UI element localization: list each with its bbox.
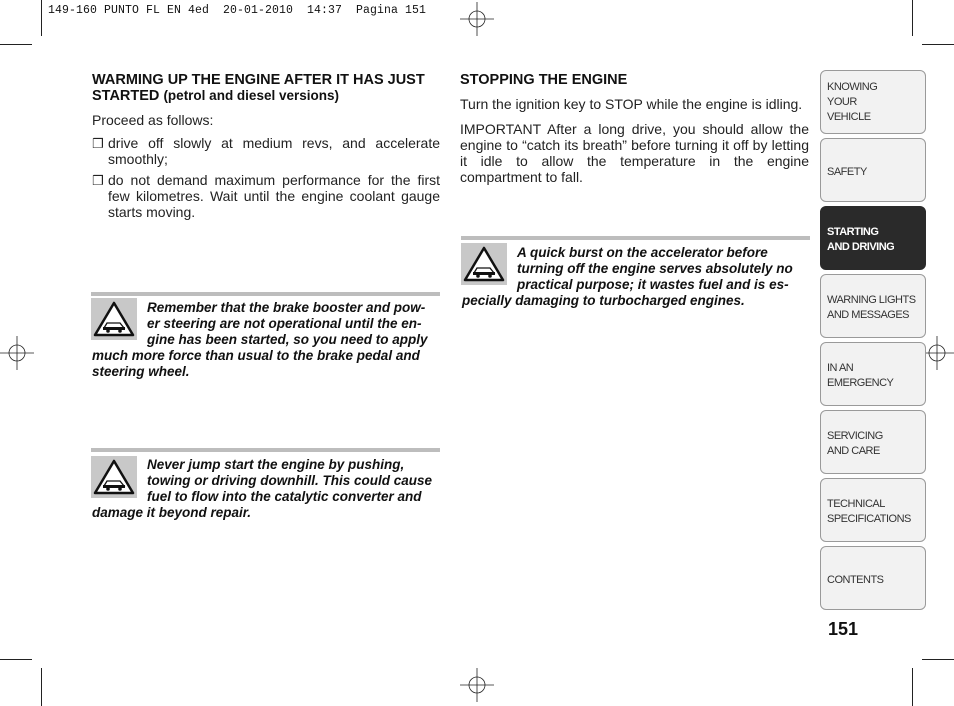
registration-mark-icon <box>460 668 494 702</box>
warmup-intro: Proceed as follows: <box>92 112 214 128</box>
warmup-bullet-list <box>92 135 440 225</box>
warmup-heading-main: WARMING UP THE ENGINE AFTER IT HAS JUST STARTED <box>92 72 425 104</box>
registration-mark-icon <box>0 336 34 370</box>
crop-mark <box>41 0 42 36</box>
tab-knowing-your-vehicle[interactable]: KNOWING YOUR VEHICLE <box>820 70 926 134</box>
tab-contents[interactable]: CONTENTS <box>820 546 926 610</box>
crop-mark <box>922 44 954 45</box>
warning-rule <box>461 236 810 240</box>
warning-brake-booster: Remember that the brake booster and pow- er steering are not operational until the en- gine has been started, so you need to apply much more force than usual to the brake pedal and steering wheel. <box>92 300 428 379</box>
crop-mark <box>0 44 32 45</box>
warning-rule <box>91 448 440 452</box>
crop-mark <box>912 668 913 706</box>
stopping-heading: STOPPING THE ENGINE <box>460 72 628 88</box>
page-number: 151 <box>828 619 859 639</box>
crop-mark <box>912 0 913 36</box>
crop-mark <box>922 659 954 660</box>
warning-accelerator-burst: A quick burst on the accelerator before turning off the engine serves absolutely no practical purpose; it wastes fuel and is es- pecially damaging to turbocharged engines. <box>462 245 793 308</box>
warning-rule <box>91 292 440 296</box>
checkbox-bullet-icon: ❒ <box>92 136 104 151</box>
tab-starting-and-driving[interactable]: STARTING AND DRIVING <box>820 206 926 270</box>
tab-servicing-and-care[interactable]: SERVICING AND CARE <box>820 410 926 474</box>
tab-in-an-emergency[interactable]: IN AN EMERGENCY <box>820 342 926 406</box>
warmup-heading <box>92 72 440 104</box>
registration-mark-icon <box>460 2 494 36</box>
crop-mark <box>0 659 32 660</box>
crop-mark <box>41 668 42 706</box>
list-item: ❒ do not demand maximum performance for the first few kilometres. Wait until the engine coolant gauge starts moving. <box>92 172 440 220</box>
list-item: ❒ drive off slowly at medium revs, and accelerate smoothly; <box>92 135 440 167</box>
stopping-para-1: Turn the ignition key to STOP while the engine is idling. <box>460 96 803 112</box>
tab-warning-lights-and-messages[interactable]: WARNING LIGHTS AND MESSAGES <box>820 274 926 338</box>
warning-jump-start: Never jump start the engine by pushing, towing or driving downhill. This could cause fuel to flow into the catalytic converter and damage it beyond repair. <box>92 457 433 520</box>
stopping-para-2: IMPORTANT After a long drive, you should allow the engine to “catch its breath” before turning it off by letting it idle to allow the temperature in the engine compartment to fall. <box>460 121 809 185</box>
print-header: 149-160 PUNTO FL EN 4ed 20-01-2010 14:37 Pagina 151 <box>48 4 427 17</box>
checkbox-bullet-icon: ❒ <box>92 173 104 188</box>
warmup-heading-sub: (petrol and diesel versions) <box>163 88 339 103</box>
tab-technical-specifications[interactable]: TECHNICAL SPECIFICATIONS <box>820 478 926 542</box>
tab-safety[interactable]: SAFETY <box>820 138 926 202</box>
